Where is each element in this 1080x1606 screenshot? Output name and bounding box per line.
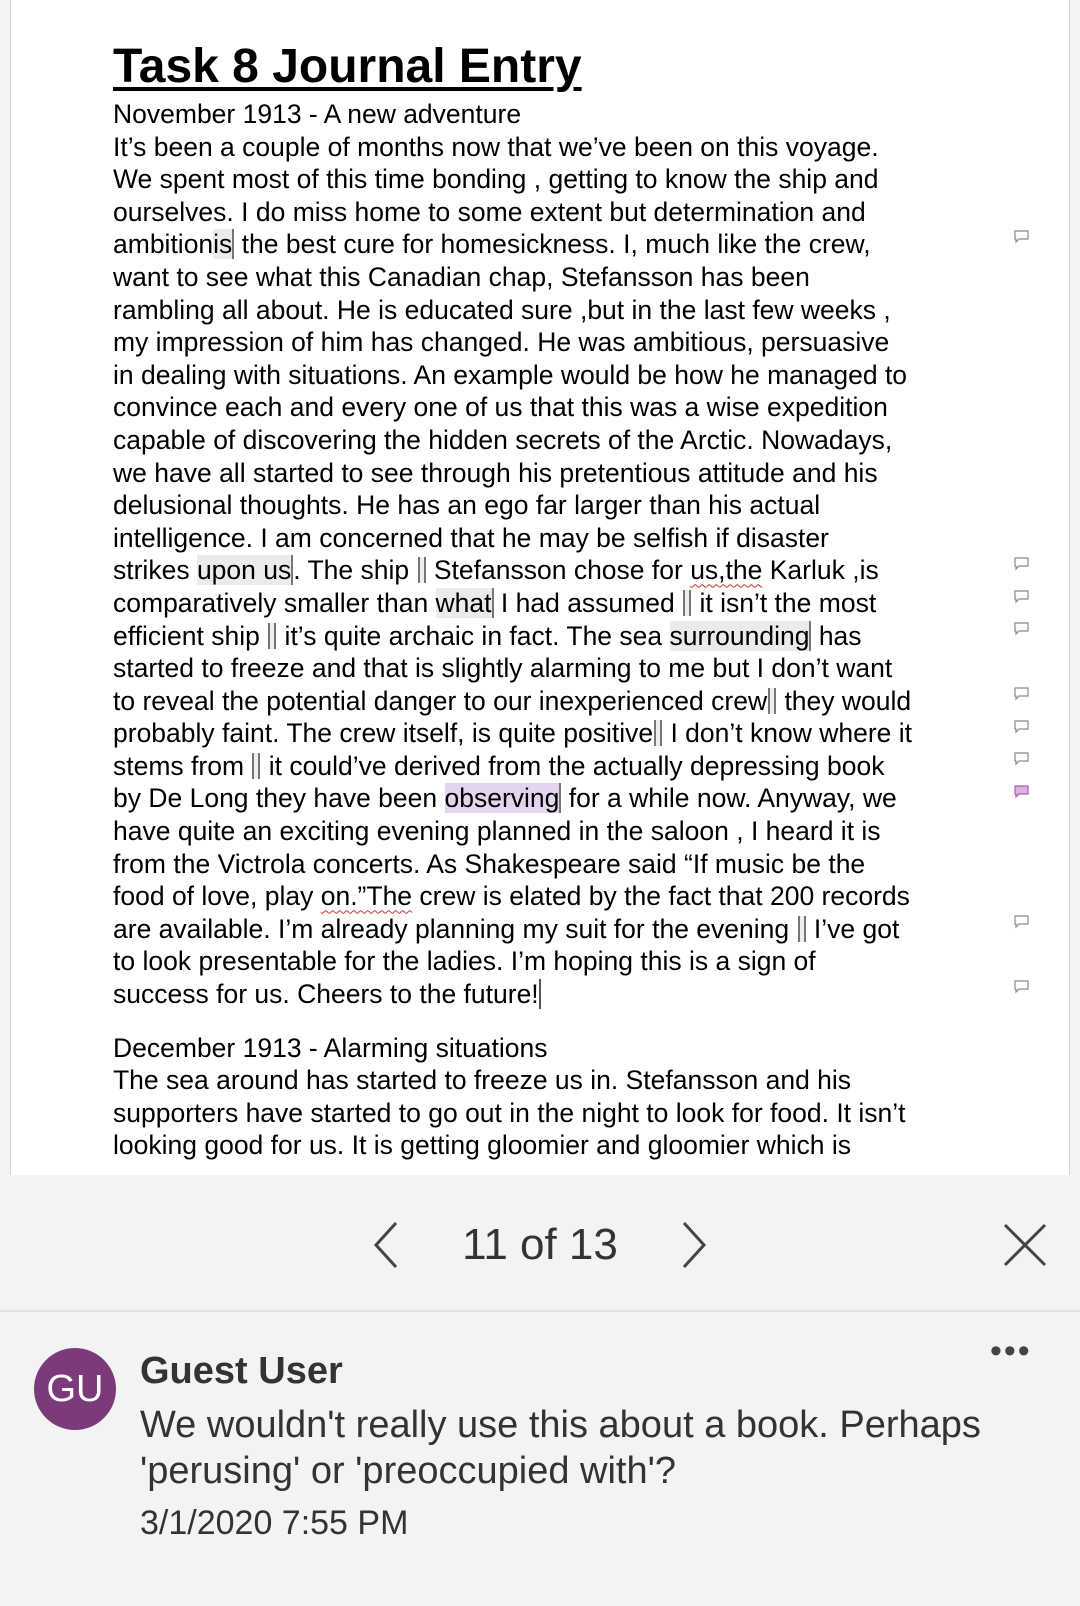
comment-author: Guest User bbox=[140, 1350, 343, 1392]
comment-timestamp: 3/1/2020 7:55 PM bbox=[140, 1504, 409, 1542]
text-line bbox=[113, 978, 993, 1011]
comment-icon[interactable] bbox=[1014, 915, 1029, 927]
text-line bbox=[113, 880, 993, 913]
comma-comment-marker[interactable] bbox=[683, 590, 691, 616]
close-comments-button[interactable] bbox=[997, 1217, 1053, 1273]
text-line: my impression of him has changed. He was ambitious, persuasive bbox=[113, 327, 890, 358]
text-line bbox=[113, 913, 993, 946]
text-line: intelligence. I am concerned that he may be selfish if disaster bbox=[113, 522, 829, 553]
text-run: efficient ship bbox=[113, 620, 268, 651]
commented-text[interactable]: is bbox=[213, 229, 233, 260]
text-line bbox=[113, 554, 993, 587]
comma-comment-marker[interactable] bbox=[268, 623, 276, 649]
text-run: by De Long they have been bbox=[113, 783, 445, 814]
text-run: comparatively smaller than bbox=[113, 587, 436, 618]
text-run: strikes bbox=[113, 555, 197, 586]
text-run: has bbox=[811, 620, 862, 651]
comment-icon[interactable] bbox=[1014, 230, 1029, 242]
text-run: for a while now. Anyway, we bbox=[561, 783, 897, 814]
text-line: We spent most of this time bonding , getting to know the ship and bbox=[113, 164, 879, 195]
comment-icon[interactable] bbox=[1014, 622, 1029, 634]
chevron-right-icon bbox=[668, 1215, 718, 1275]
text-run: Stefansson chose for bbox=[426, 555, 691, 586]
text-run: food of love, play bbox=[113, 881, 321, 912]
text-run: I don’t know where it bbox=[663, 718, 913, 749]
comment-icon[interactable] bbox=[1014, 752, 1029, 764]
text-run: I’ve got bbox=[806, 913, 900, 944]
text-line: convince each and every one of us that this was a wise expedition bbox=[113, 392, 888, 423]
text-run: Karluk ,is bbox=[762, 555, 879, 586]
text-line: delusional thoughts. He has an ego far larger than his actual bbox=[113, 490, 821, 521]
text-line: from the Victrola concerts. As Shakespeare said “If music be the bbox=[113, 848, 866, 879]
comma-comment-marker[interactable] bbox=[418, 557, 426, 583]
text-run: probably faint. The crew itself, is quite positive bbox=[113, 718, 654, 749]
next-comment-button[interactable] bbox=[668, 1215, 718, 1275]
comment-icon[interactable] bbox=[1014, 557, 1029, 569]
text-line: started to freeze and that is slightly alarming to me but I don’t want bbox=[113, 653, 893, 684]
previous-comment-button[interactable] bbox=[362, 1215, 412, 1275]
text-line bbox=[113, 750, 993, 783]
entry-heading: November 1913 - A new adventure bbox=[113, 99, 522, 129]
comma-comment-marker[interactable] bbox=[768, 688, 776, 714]
text-line: in dealing with situations. An example would be how he managed to bbox=[113, 359, 908, 390]
comma-comment-marker[interactable] bbox=[252, 753, 260, 779]
text-line: have quite an exciting evening planned in the saloon , I heard it is bbox=[113, 816, 881, 847]
commented-text[interactable]: upon us bbox=[196, 555, 292, 586]
text-line: looking good for us. It is getting gloomier and gloomier which is bbox=[113, 1130, 851, 1161]
text-line: ourselves. I do miss home to some extent but determination and bbox=[113, 196, 866, 227]
document-content bbox=[113, 36, 993, 1162]
comment-icon[interactable] bbox=[1014, 687, 1029, 699]
document-title: Task 8 Journal Entry bbox=[113, 40, 582, 93]
commented-text[interactable]: surrounding bbox=[669, 620, 810, 651]
document-page bbox=[10, 0, 1070, 1175]
text-line bbox=[113, 587, 993, 620]
text-run: crew is elated by the fact that 200 records bbox=[412, 881, 910, 912]
comment-card bbox=[0, 1312, 1080, 1606]
text-run: ambition bbox=[113, 229, 214, 260]
comment-icon[interactable] bbox=[1014, 720, 1029, 732]
spelling-error: on.”The bbox=[320, 881, 413, 912]
text-line: to look presentable for the ladies. I’m hoping this is a sign of bbox=[113, 946, 816, 977]
avatar: GU bbox=[34, 1348, 116, 1430]
text-run: are available. I’m already planning my suit for the evening bbox=[113, 913, 797, 944]
text-line bbox=[113, 717, 993, 750]
text-run: . The ship bbox=[293, 555, 417, 586]
entry-heading: December 1913 - Alarming situations bbox=[113, 1032, 548, 1063]
comment-icon[interactable] bbox=[1014, 980, 1029, 992]
text-line: rambling all about. He is educated sure ,but in the last few weeks , bbox=[113, 294, 891, 325]
text-line: The sea around has started to freeze us in. Stefansson and his bbox=[113, 1065, 852, 1096]
text-run: it’s quite archaic in fact. The sea bbox=[277, 620, 670, 651]
active-comment-icon[interactable] bbox=[1014, 785, 1029, 797]
spelling-error: us,the bbox=[690, 555, 763, 586]
comment-counter: 11 of 13 bbox=[462, 1220, 618, 1269]
text-line bbox=[113, 620, 993, 653]
text-run: I had assumed bbox=[493, 587, 683, 618]
text-run: it isn’t the most bbox=[692, 587, 877, 618]
text-with-cursor: success for us. Cheers to the future! bbox=[113, 979, 539, 1010]
text-run: it could’ve derived from the actually depressing book bbox=[261, 750, 885, 781]
text-line: want to see what this Canadian chap, Stefansson has been bbox=[113, 261, 810, 292]
comment-navigation-bar bbox=[0, 1175, 1080, 1312]
text-run: to reveal the potential danger to our inexperienced crew bbox=[113, 685, 768, 716]
comma-comment-marker[interactable] bbox=[798, 916, 806, 942]
comment-icon[interactable] bbox=[1014, 590, 1029, 602]
text-line: we have all started to see through his pretentious attitude and his bbox=[113, 457, 878, 488]
text-line: It’s been a couple of months now that we’ve been on this voyage. bbox=[113, 131, 879, 162]
more-options-button[interactable]: ••• bbox=[990, 1332, 1032, 1370]
text-line: supporters have started to go out in the night to look for food. It isn’t bbox=[113, 1097, 906, 1128]
comment-text: We wouldn't really use this about a book. Perhaps 'perusing' or 'preoccupied with'? bbox=[140, 1404, 981, 1492]
comma-comment-marker[interactable] bbox=[654, 720, 662, 746]
active-commented-text[interactable]: observing bbox=[444, 783, 560, 814]
chevron-left-icon bbox=[362, 1215, 412, 1275]
text-line: capable of discovering the hidden secrets of the Arctic. Nowadays, bbox=[113, 424, 893, 455]
text-run: stems from bbox=[113, 750, 252, 781]
text-line bbox=[113, 685, 993, 718]
text-line bbox=[113, 228, 993, 261]
text-run: the best cure for homesickness. I, much like the crew, bbox=[234, 229, 871, 260]
commented-text[interactable]: what bbox=[435, 587, 492, 618]
close-icon bbox=[997, 1217, 1053, 1273]
text-run: they would bbox=[777, 685, 912, 716]
text-line bbox=[113, 782, 993, 815]
paragraph-gap bbox=[113, 1011, 993, 1032]
